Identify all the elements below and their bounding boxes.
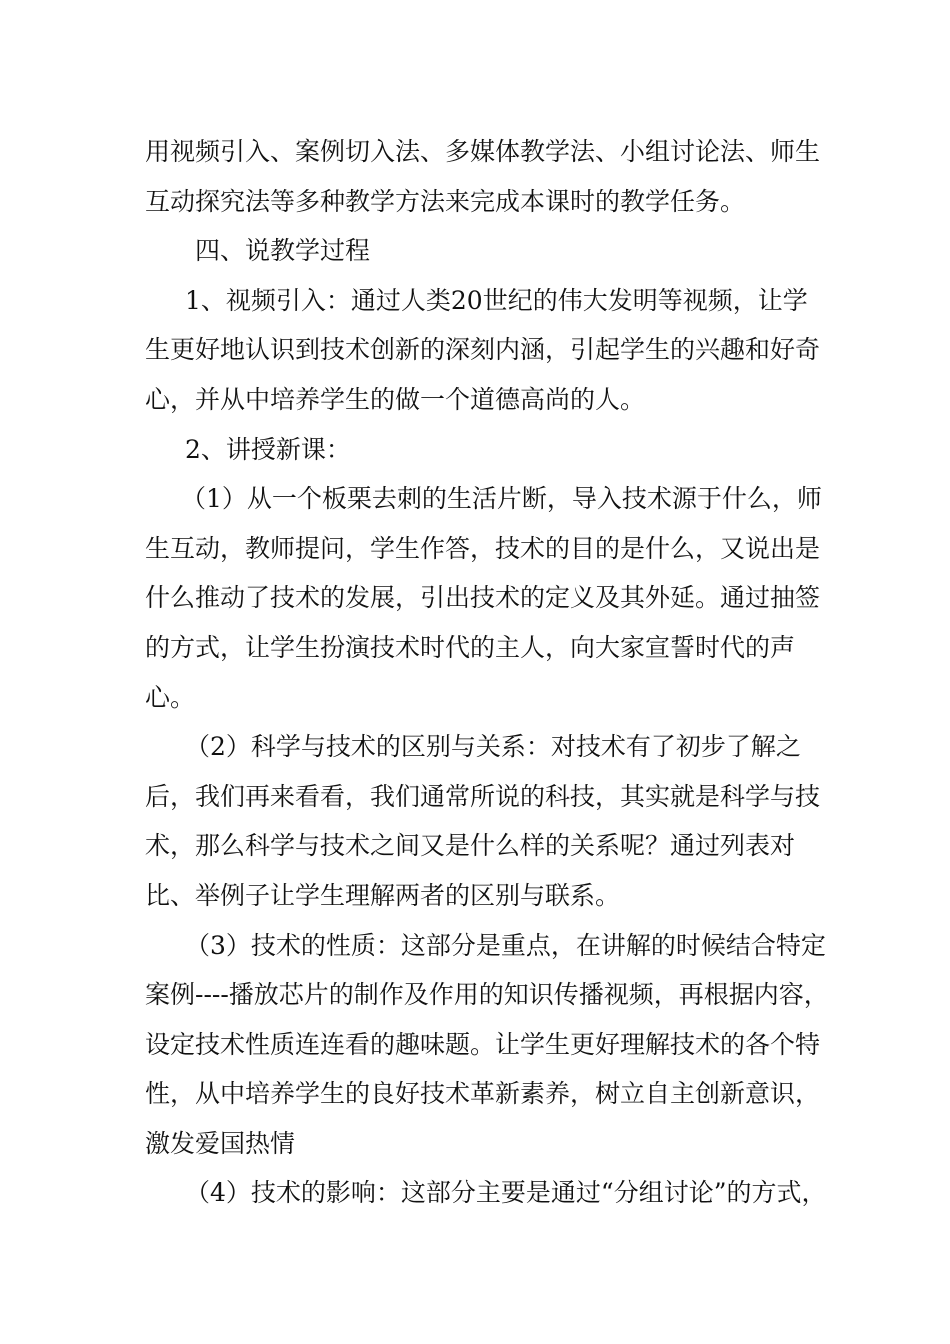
text-line: （1）从一个板栗去刺的生活片断，导入技术源于什么，师 xyxy=(181,484,822,514)
text-line: 的方式，让学生扮演技术时代的主人，向大家宣誓时代的声 xyxy=(145,632,796,662)
text-line: 生更好地认识到技术创新的深刻内涵，引起学生的兴趣和好奇 xyxy=(145,335,821,365)
text-line: 什么推动了技术的发展，引出技术的定义及其外延。通过抽签 xyxy=(145,583,821,613)
paragraph-item-4 xyxy=(145,1168,827,1218)
text-line: 1、视频引入：通过人类20世纪的伟大发明等视频，让学 xyxy=(185,285,808,315)
text-line: （2）科学与技术的区别与关系：对技术有了初步了解之 xyxy=(185,732,801,762)
text-line: （4）技术的影响：这部分主要是通过“分组讨论”的方式， xyxy=(185,1178,827,1208)
text-line: 后，我们再来看看，我们通常所说的科技，其实就是科学与技 xyxy=(145,781,821,811)
text-line: 设定技术性质连连看的趣味题。让学生更好理解技术的各个特 xyxy=(145,1029,821,1059)
text-line: 互动探究法等多种教学方法来完成本课时的教学任务。 xyxy=(145,186,746,216)
text-line: 心，并从中培养学生的做一个道德高尚的人。 xyxy=(145,384,646,414)
paragraph-step-2 xyxy=(145,425,815,475)
text-line: 四、说教学过程 xyxy=(195,236,371,266)
text-line: 性，从中培养学生的良好技术革新素养，树立自主创新意识， xyxy=(145,1079,821,1109)
paragraph-item-1 xyxy=(145,474,822,722)
body-text xyxy=(145,127,829,1218)
text-line: 激发爱国热情 xyxy=(145,1128,296,1158)
paragraph-item-3 xyxy=(145,921,829,1169)
text-line: 比、举例子让学生理解两者的区别与联系。 xyxy=(145,880,621,910)
section-heading xyxy=(145,226,815,276)
text-line: 生互动，教师提问，学生作答，技术的目的是什么，又说出是 xyxy=(145,533,821,563)
paragraph-methods xyxy=(145,127,821,226)
text-line: 案例----播放芯片的制作及作用的知识传播视频，再根据内容， xyxy=(145,980,829,1010)
text-line: 2、讲授新课： xyxy=(185,434,351,464)
paragraph-item-2 xyxy=(145,722,821,920)
text-line: （3）技术的性质：这部分是重点，在讲解的时候结合特定 xyxy=(185,930,826,960)
paragraph-step-1 xyxy=(145,276,821,425)
text-line: 用视频引入、案例切入法、多媒体教学法、小组讨论法、师生 xyxy=(145,137,821,166)
text-line: 术，那么科学与技术之间又是什么样的关系呢？通过列表对 xyxy=(145,831,796,861)
text-line: 心。 xyxy=(145,682,196,712)
